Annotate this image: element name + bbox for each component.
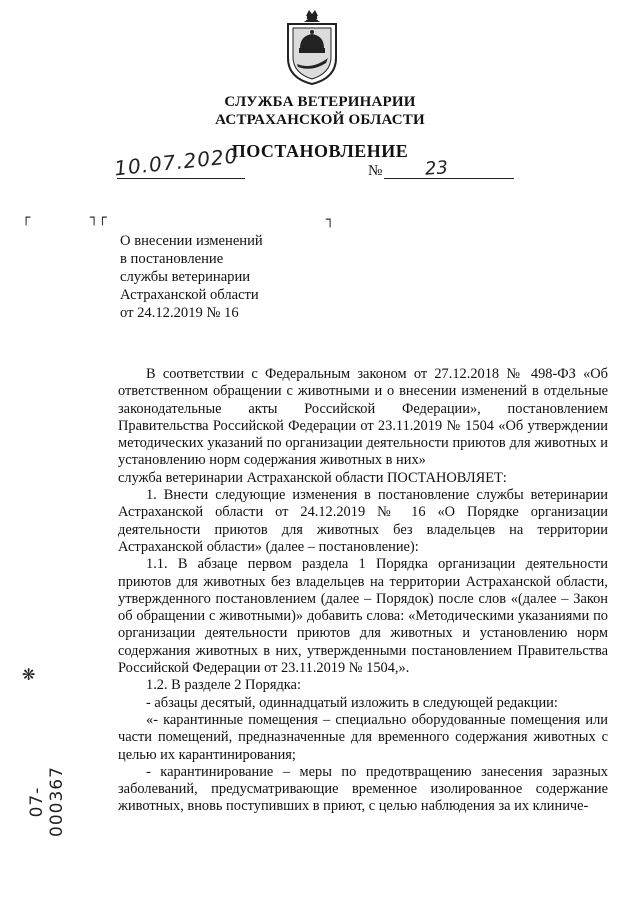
paragraph-quarantining: - карантинирование – меры по предотвращению занесения заразных заболеваний, предусматривающие временное изолированное содержание животных, вновь поступивших в приют, с целью наблюдения за их клиниче-	[118, 763, 608, 815]
paragraph-paragraphs-10-11: - абзацы десятый, одиннадцатый изложить в следующей редакции:	[146, 694, 558, 711]
document-subject	[120, 232, 360, 322]
paragraph-item-1-1: 1.1. В абзаце первом раздела 1 Порядка организации деятельности приютов для животных без владельцев на территории Астраханской области, утвержденного постановлением (далее – Порядок) после слов «(далее – Закон об обращении с животными)» добавить слова: «Методическими указаниями по организации деятельности приютов для животных и установлению норм содержания животных в них, утвержденными постановлением Правительства Российской Федерации от 23.11.2019 № 1504,».	[118, 556, 608, 677]
paragraph-item-1-2: 1.2. В разделе 2 Порядка:	[146, 677, 301, 694]
org-name-line2: АСТРАХАНСКОЙ ОБЛАСТИ	[215, 112, 425, 128]
corner-mark-left: ┌	[22, 210, 31, 226]
subject-line: О внесении изменений	[120, 233, 263, 249]
corner-mark-right: ┐	[326, 212, 335, 228]
document-body	[118, 366, 608, 816]
paragraph-preamble: В соответствии с Федеральным законом от 27.12.2018 № 498-ФЗ «Об ответственном обращении с животными и о внесении изменений в отдельные законодательные акты Российской Федерации», постановлением Правительства Российской Федерации от 23.11.2019 № 1504 «Об утверждении методических указаний по организации деятельности приютов для животных и установлению норм содержания животных в них»	[118, 366, 608, 469]
paragraph-item-1: 1. Внести следующие изменения в постановление службы ветеринарии Астраханской области от 24.12.2019 № 16 «О Порядке организации деятельности приютов для животных без владельцев на территории Астраханской области» (далее – постановление):	[118, 487, 608, 555]
date-underline	[117, 178, 245, 179]
subject-line: службы ветеринарии	[120, 269, 251, 285]
paragraph-resolves: служба ветеринарии Астраханской области ПОСТАНОВЛЯЕТ:	[118, 469, 507, 486]
number-underline	[384, 178, 514, 179]
subject-line: от 24.12.2019 № 16	[120, 305, 239, 321]
org-name-line1: СЛУЖБА ВЕТЕРИНАРИИ	[224, 94, 416, 110]
number-label: №	[368, 163, 383, 179]
registration-number: 07-000367	[27, 766, 67, 837]
coat-of-arms-emblem	[282, 6, 342, 86]
handwritten-date: 10.07.2020	[113, 143, 240, 181]
document-type-title: ПОСТАНОВЛЕНИЕ	[231, 141, 409, 161]
corner-mark-middle: ┐┌	[90, 210, 107, 226]
subject-line: в постановление	[120, 251, 224, 267]
subject-line: Астраханской области	[120, 287, 259, 303]
handwritten-number: 23	[424, 157, 449, 180]
margin-stamp-mark: ❋	[22, 665, 36, 684]
paragraph-quarantine-rooms: «- карантинные помещения – специально оборудованные помещения или части помещений, предназначенные для временного содержания животных с целью их карантинирования;	[118, 711, 608, 763]
